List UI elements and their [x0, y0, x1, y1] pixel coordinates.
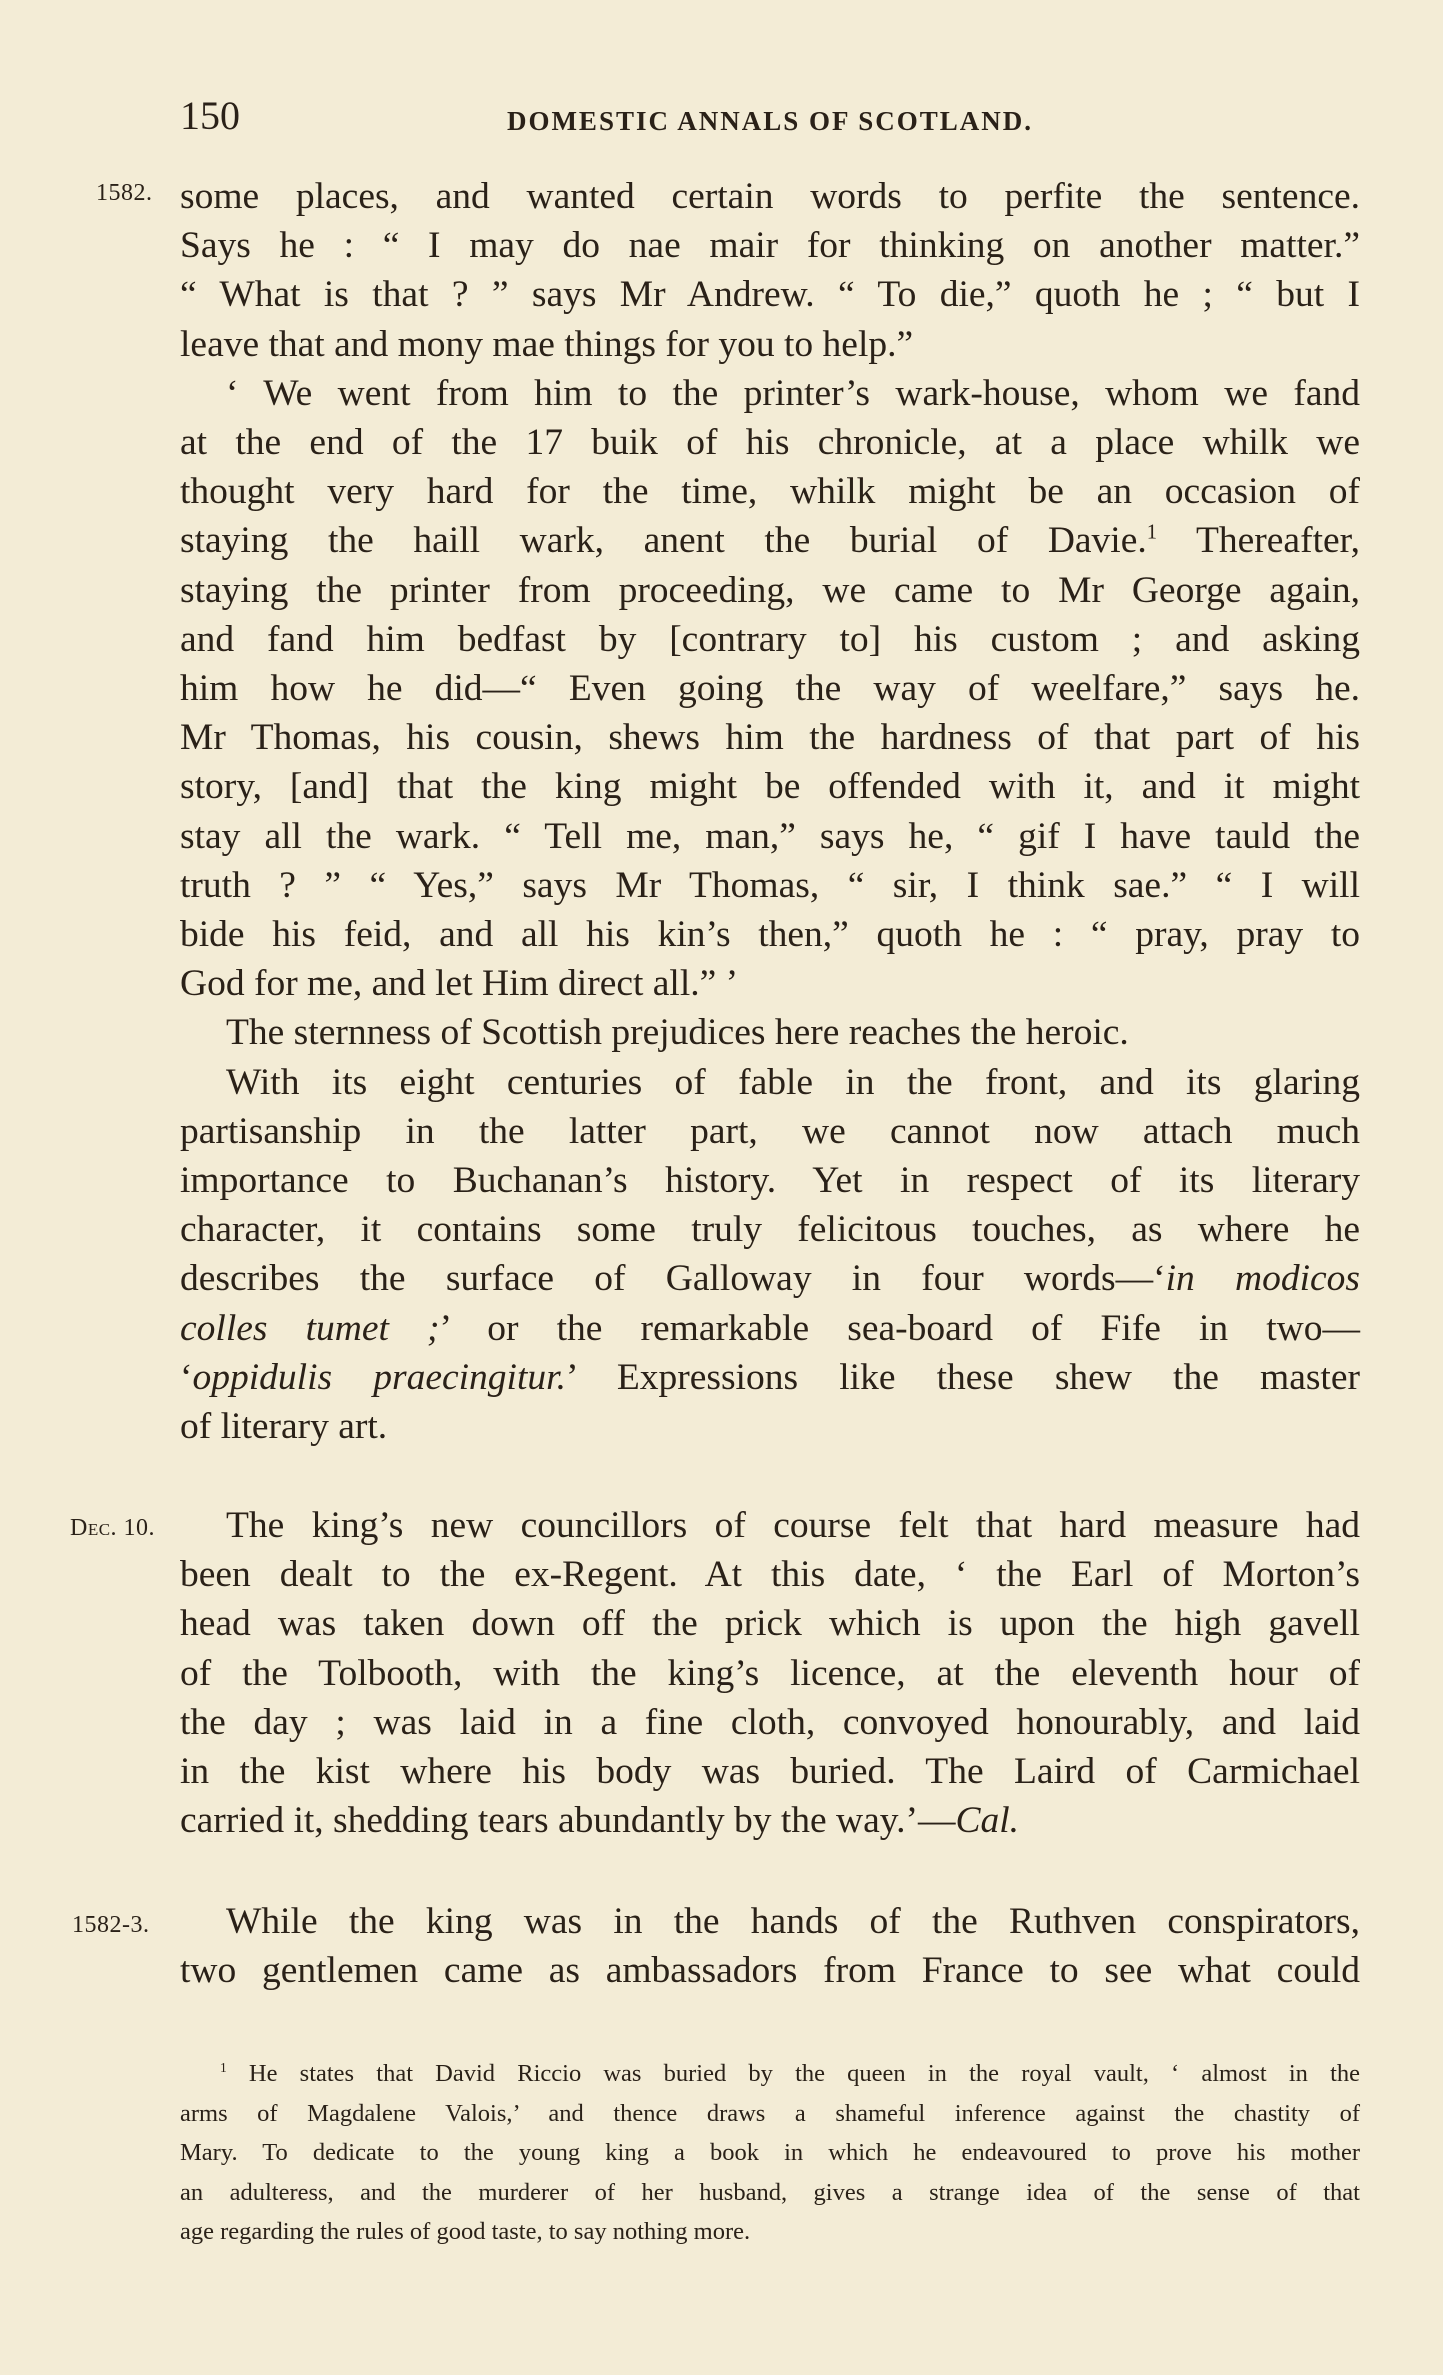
text-line: and fand him bedfast by [contrary to] his custom ; and asking — [180, 618, 1360, 660]
text-line: been dealt to the ex-Regent. At this date, ‘ the Earl of Morton’s — [180, 1554, 1360, 1596]
text-line: ‘ We went from him to the printer’s wark-house, whom we fand — [226, 372, 1360, 414]
text-line: bide his feid, and all his kin’s then,” quoth he : “ pray, pray to — [180, 914, 1360, 956]
text-line: at the end of the 17 buik of his chronicle, at a place whilk we — [180, 422, 1360, 464]
text-line: story, [and] that the king might be offended with it, and it might — [180, 766, 1360, 808]
footnote-line: age regarding the rules of good taste, to say nothing more. — [180, 2218, 751, 2245]
footnote-block — [180, 2054, 1360, 2252]
text-line: head was taken down off the prick which is upon the high gavell — [180, 1603, 1360, 1645]
text-line: the day ; was laid in a fine cloth, convoyed honourably, and laid — [180, 1701, 1360, 1743]
text-fragment: staying the haill wark, anent the burial of Davie. — [180, 520, 1147, 562]
section-morton-head — [180, 1501, 1360, 1845]
section-melville-buchanan — [180, 172, 1360, 1451]
margin-date-1582-3: 1582-3. — [72, 1912, 150, 1938]
page-header — [180, 92, 1360, 142]
footnote-line — [180, 2054, 1360, 2094]
text-fragment: ’ or the remarkable sea-board of Fife in two— — [439, 1307, 1360, 1349]
text-line — [180, 1304, 1360, 1353]
source-citation: Cal. — [955, 1800, 1020, 1842]
text-line: leave that and mony mae things for you to help.” — [180, 323, 914, 365]
text-line: character, it contains some truly felicitous touches, as where he — [180, 1209, 1360, 1251]
text-line: in the kist where his body was buried. The Laird of Carmichael — [180, 1751, 1360, 1793]
text-line: truth ? ” “ Yes,” says Mr Thomas, “ sir, I think sae.” “ I will — [180, 864, 1360, 906]
text-line — [180, 1254, 1360, 1303]
page-number: 150 — [180, 93, 240, 138]
text-fragment: carried it, shedding tears abundantly by the way.’— — [180, 1800, 956, 1842]
footnote-line: Mary. To dedicate to the young king a book in which he endeavoured to prove his mother — [180, 2139, 1360, 2166]
text-line: God for me, and let Him direct all.” ’ — [180, 963, 739, 1005]
text-line: of literary art. — [180, 1406, 388, 1448]
text-line: “ What is that ? ” says Mr Andrew. “ To die,” quoth he ; “ but I — [180, 274, 1360, 316]
text-line: stay all the wark. “ Tell me, man,” says he, “ gif I have tauld the — [180, 815, 1360, 857]
margin-date-dec-10: Dec. 10. — [70, 1515, 156, 1541]
margin-date-1582: 1582. — [96, 180, 153, 206]
text-line: some places, and wanted certain words to perfite the sentence. — [180, 176, 1360, 217]
text-line: Mr Thomas, his cousin, shews him the hardness of that part of his — [180, 717, 1360, 759]
text-line — [180, 516, 1360, 565]
footnote-line: an adulteress, and the murderer of her husband, gives a strange idea of the sense of that — [180, 2178, 1360, 2206]
text-fragment: ’ Expressions like these shew the master — [565, 1356, 1360, 1398]
latin-quote: colles tumet ; — [180, 1307, 440, 1349]
text-line: The sternness of Scottish prejudices here reaches the heroic. — [226, 1012, 1129, 1054]
text-fragment: ‘ — [180, 1356, 193, 1398]
running-title: DOMESTIC ANNALS OF SCOTLAND. — [506, 106, 1034, 136]
latin-quote: oppidulis praecingitur. — [192, 1356, 566, 1398]
text-fragment: Thereafter, — [1196, 520, 1360, 562]
text-line — [180, 1353, 1360, 1402]
text-line: thought very hard for the time, whilk might be an occasion of — [180, 471, 1360, 513]
text-line: two gentlemen came as ambassadors from France to see what could — [180, 1950, 1360, 1992]
text-line: Says he : “ I may do nae mair for thinking on another matter.” — [180, 225, 1360, 267]
text-line: The king’s new councillors of course felt that hard measure had — [226, 1505, 1360, 1546]
text-line — [180, 1796, 1360, 1845]
text-line: him how he did—“ Even going the way of weelfare,” says he. — [180, 668, 1360, 710]
text-line: With its eight centuries of fable in the front, and its glaring — [226, 1061, 1360, 1103]
section-ruthven — [180, 1897, 1360, 1995]
footnote-reference[interactable]: 1 — [1146, 521, 1158, 544]
text-line: importance to Buchanan’s history. Yet in respect of its literary — [180, 1160, 1360, 1202]
text-line: While the king was in the hands of the Ruthven conspirators, — [226, 1901, 1360, 1942]
text-fragment: He states that David Riccio was buried by the queen in the royal vault, ‘ almost in the — [248, 2060, 1361, 2087]
text-line: partisanship in the latter part, we cannot now attach much — [180, 1110, 1360, 1152]
text-fragment: describes the surface of Galloway in four words—‘ — [180, 1258, 1166, 1300]
latin-quote: in modicos — [1165, 1258, 1360, 1300]
footnote-marker: 1 — [220, 2059, 227, 2075]
footnote-line: arms of Magdalene Valois,’ and thence draws a shameful inference against the chastity of — [180, 2099, 1360, 2127]
text-line: staying the printer from proceeding, we came to Mr George again, — [180, 569, 1360, 611]
text-line: of the Tolbooth, with the king’s licence, at the eleventh hour of — [180, 1652, 1360, 1694]
